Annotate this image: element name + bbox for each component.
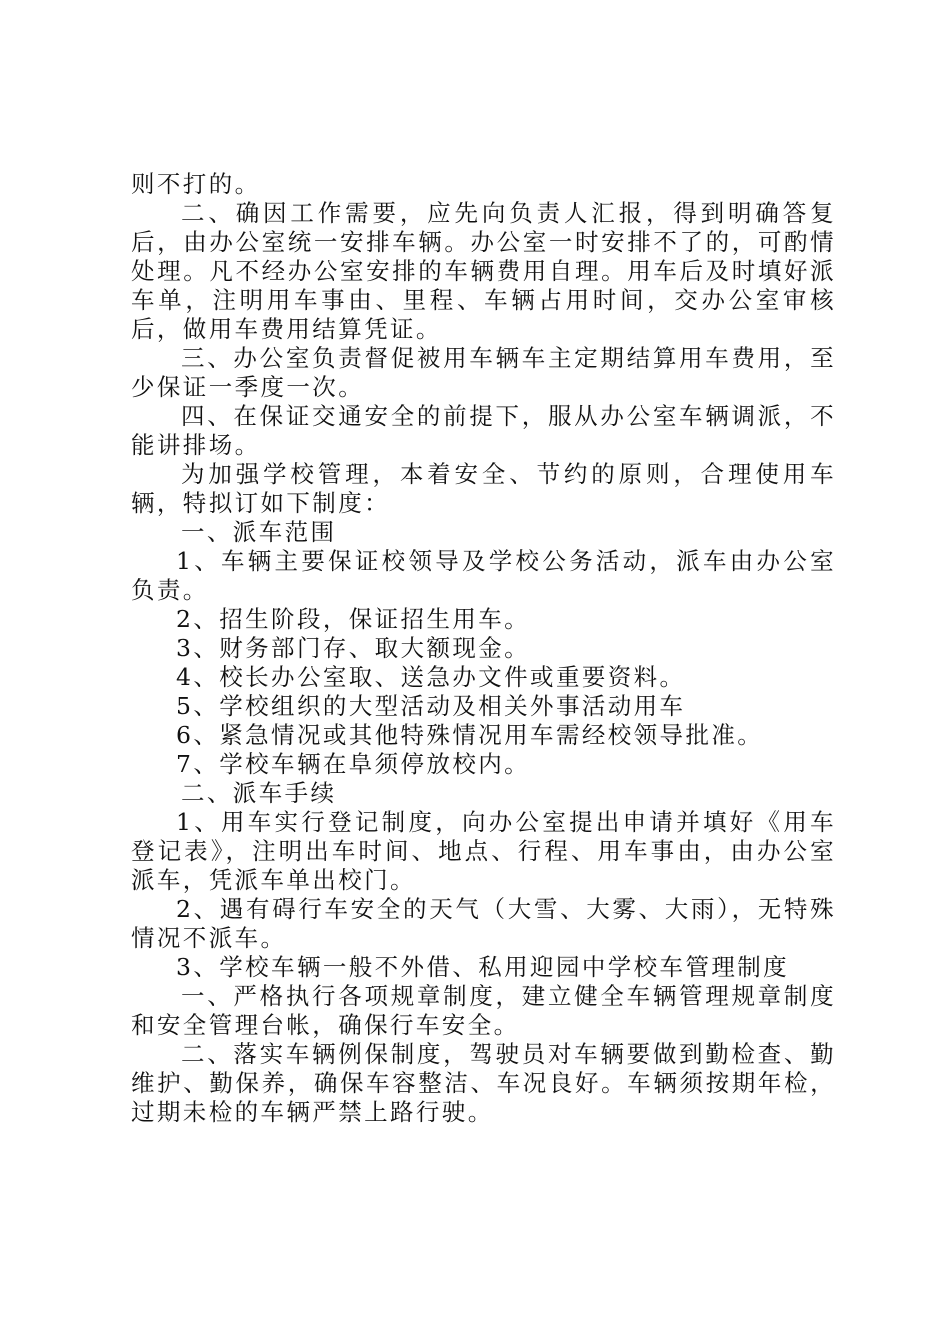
paragraph-item-3: 三、办公室负责督促被用车辆车主定期结算用车费用，至少保证一季度一次。 — [131, 344, 836, 401]
list-item: 7、学校车辆在阜须停放校内。 — [176, 750, 531, 778]
paragraph-item-4: 四、在保证交通安全的前提下，服从办公室车辆调派，不能讲排场。 — [131, 402, 836, 459]
paragraph-item-2: 二、确因工作需要，应先向负责人汇报，得到明确答复后，由办公室统一安排车辆。办公室一时安排不了的，可酌情处理。凡不经办公室安排的车辆费用自理。用车后及时填好派车单，注明用车事由、里程、车辆占用时间，交办公室审核后，做用车费用结算凭证。 — [131, 199, 836, 343]
list-item: 5、学校组织的大型活动及相关外事活动用车 — [176, 692, 686, 720]
section-heading-dispatch-procedure: 二、派车手续 — [181, 779, 337, 807]
document-body — [131, 170, 836, 1127]
list-item: 3、学校车辆一般不外借、私用迎园中学校车管理制度 — [176, 953, 790, 981]
paragraph-intro: 为加强学校管理，本着安全、节约的原则，合理使用车辆，特拟订如下制度： — [131, 460, 836, 517]
list-item: 1、车辆主要保证校领导及学校公务活动，派车由办公室负责。 — [131, 547, 836, 604]
paragraph-continuation: 则不打的。 — [131, 170, 261, 198]
paragraph-rule-2: 二、落实车辆例保制度，驾驶员对车辆要做到勤检查、勤维护、勤保养，确保车容整洁、车况良好。车辆须按期年检，过期未检的车辆严禁上路行驶。 — [131, 1040, 836, 1126]
list-item: 2、遇有碍行车安全的天气（大雪、大雾、大雨），无特殊情况不派车。 — [131, 895, 836, 952]
paragraph-rule-1: 一、严格执行各项规章制度，建立健全车辆管理规章制度和安全管理台帐，确保行车安全。 — [131, 982, 836, 1039]
list-item: 2、招生阶段，保证招生用车。 — [176, 605, 531, 633]
list-item: 6、紧急情况或其他特殊情况用车需经校领导批准。 — [176, 721, 764, 749]
list-item: 4、校长办公室取、送急办文件或重要资料。 — [176, 663, 686, 691]
section-heading-dispatch-scope: 一、派车范围 — [181, 518, 337, 546]
list-item: 3、财务部门存、取大额现金。 — [176, 634, 531, 662]
list-item: 1、用车实行登记制度，向办公室提出申请并填好《用车登记表》，注明出车时间、地点、行程、用车事由，由办公室派车，凭派车单出校门。 — [131, 808, 836, 894]
